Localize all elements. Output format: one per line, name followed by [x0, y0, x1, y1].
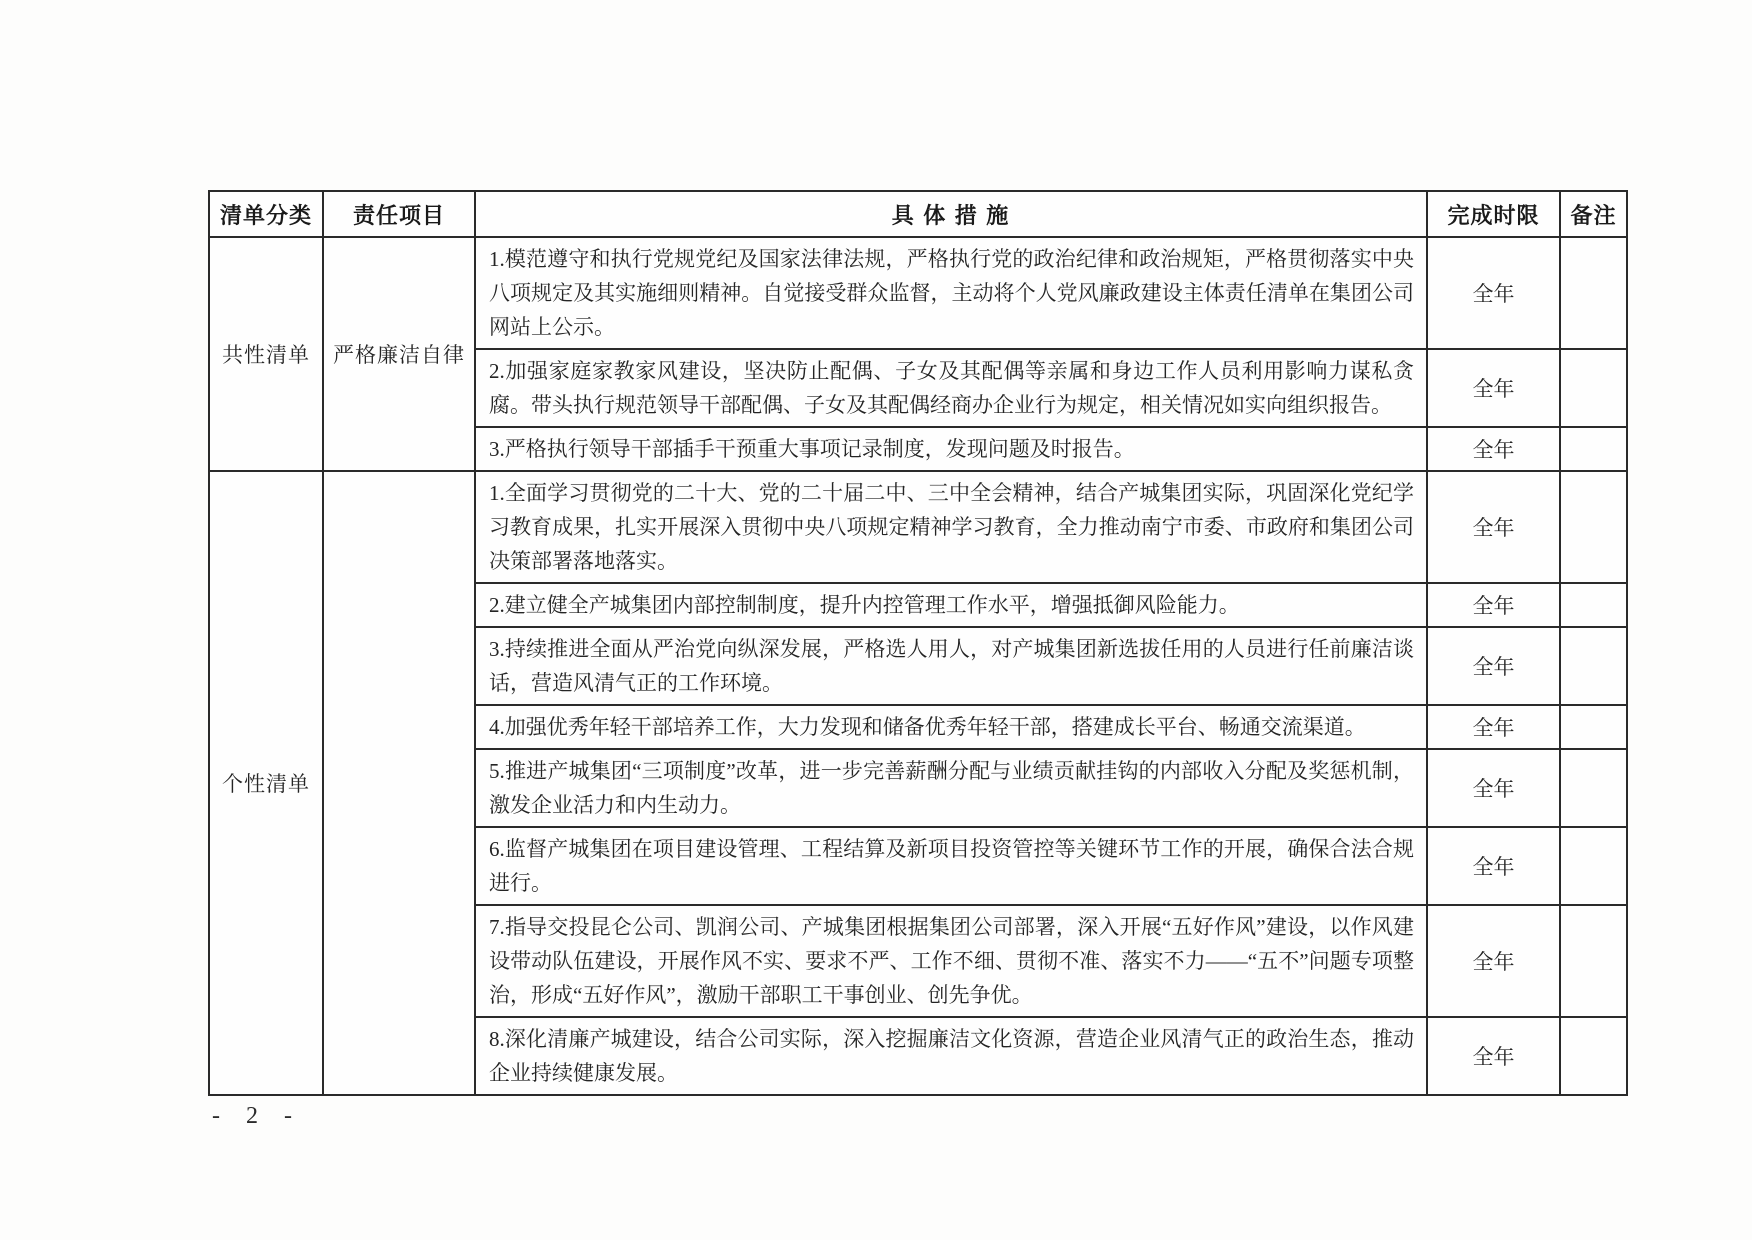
header-category: 清单分类 — [209, 191, 323, 237]
remarks-cell — [1560, 471, 1627, 583]
project-cell: 严格廉洁自律 — [323, 237, 475, 471]
header-remarks: 备注 — [1560, 191, 1627, 237]
remarks-cell — [1560, 905, 1627, 1017]
deadline-cell: 全年 — [1427, 471, 1560, 583]
responsibility-table-wrap — [208, 190, 1626, 1096]
measures-table-body — [209, 237, 1627, 1095]
table-row — [209, 237, 1627, 349]
deadline-cell: 全年 — [1427, 427, 1560, 471]
header-project: 责任项目 — [323, 191, 475, 237]
deadline-cell: 全年 — [1427, 905, 1560, 1017]
remarks-cell — [1560, 749, 1627, 827]
remarks-cell — [1560, 583, 1627, 627]
measure-cell: 1.模范遵守和执行党规党纪及国家法律法规，严格执行党的政治纪律和政治规矩，严格贯彻落实中央八项规定及其实施细则精神。自觉接受群众监督，主动将个人党风廉政建设主体责任清单在集团公司网站上公示。 — [475, 237, 1427, 349]
table-header-row — [209, 191, 1627, 237]
header-deadline: 完成时限 — [1427, 191, 1560, 237]
remarks-cell — [1560, 427, 1627, 471]
measure-cell: 4.加强优秀年轻干部培养工作，大力发现和储备优秀年轻干部，搭建成长平台、畅通交流渠道。 — [475, 705, 1427, 749]
deadline-cell: 全年 — [1427, 349, 1560, 427]
measure-cell: 6.监督产城集团在项目建设管理、工程结算及新项目投资管控等关键环节工作的开展，确保合法合规进行。 — [475, 827, 1427, 905]
measure-cell: 3.严格执行领导干部插手干预重大事项记录制度，发现问题及时报告。 — [475, 427, 1427, 471]
measure-cell: 7.指导交投昆仑公司、凯润公司、产城集团根据集团公司部署，深入开展“五好作风”建设，以作风建设带动队伍建设，开展作风不实、要求不严、工作不细、贯彻不准、落实不力——“五不”问题专项整治，形成“五好作风”，激励干部职工干事创业、创先争优。 — [475, 905, 1427, 1017]
deadline-cell: 全年 — [1427, 705, 1560, 749]
deadline-cell: 全年 — [1427, 627, 1560, 705]
measure-cell: 2.建立健全产城集团内部控制制度，提升内控管理工作水平，增强抵御风险能力。 — [475, 583, 1427, 627]
category-cell: 个性清单 — [209, 471, 323, 1095]
measure-cell: 5.推进产城集团“三项制度”改革，进一步完善薪酬分配与业绩贡献挂钩的内部收入分配及奖惩机制，激发企业活力和内生动力。 — [475, 749, 1427, 827]
remarks-cell — [1560, 1017, 1627, 1095]
table-header — [209, 191, 1627, 237]
header-measures: 具 体 措 施 — [475, 191, 1427, 237]
remarks-cell — [1560, 827, 1627, 905]
measure-cell: 3.持续推进全面从严治党向纵深发展，严格选人用人，对产城集团新选拔任用的人员进行任前廉洁谈话，营造风清气正的工作环境。 — [475, 627, 1427, 705]
category-cell: 共性清单 — [209, 237, 323, 471]
responsibility-table — [208, 190, 1628, 1096]
remarks-cell — [1560, 237, 1627, 349]
table-row — [209, 471, 1627, 583]
deadline-cell: 全年 — [1427, 749, 1560, 827]
deadline-cell: 全年 — [1427, 827, 1560, 905]
remarks-cell — [1560, 627, 1627, 705]
project-cell — [323, 471, 475, 1095]
measure-cell: 2.加强家庭家教家风建设，坚决防止配偶、子女及其配偶等亲属和身边工作人员利用影响力谋私贪腐。带头执行规范领导干部配偶、子女及其配偶经商办企业行为规定，相关情况如实向组织报告。 — [475, 349, 1427, 427]
measure-cell: 8.深化清廉产城建设，结合公司实际，深入挖掘廉洁文化资源，营造企业风清气正的政治生态，推动企业持续健康发展。 — [475, 1017, 1427, 1095]
remarks-cell — [1560, 349, 1627, 427]
remarks-cell — [1560, 705, 1627, 749]
page-number: - 2 - — [212, 1103, 302, 1129]
deadline-cell: 全年 — [1427, 583, 1560, 627]
deadline-cell: 全年 — [1427, 237, 1560, 349]
deadline-cell: 全年 — [1427, 1017, 1560, 1095]
measure-cell: 1.全面学习贯彻党的二十大、党的二十届二中、三中全会精神，结合产城集团实际，巩固深化党纪学习教育成果，扎实开展深入贯彻中央八项规定精神学习教育，全力推动南宁市委、市政府和集团公司决策部署落地落实。 — [475, 471, 1427, 583]
